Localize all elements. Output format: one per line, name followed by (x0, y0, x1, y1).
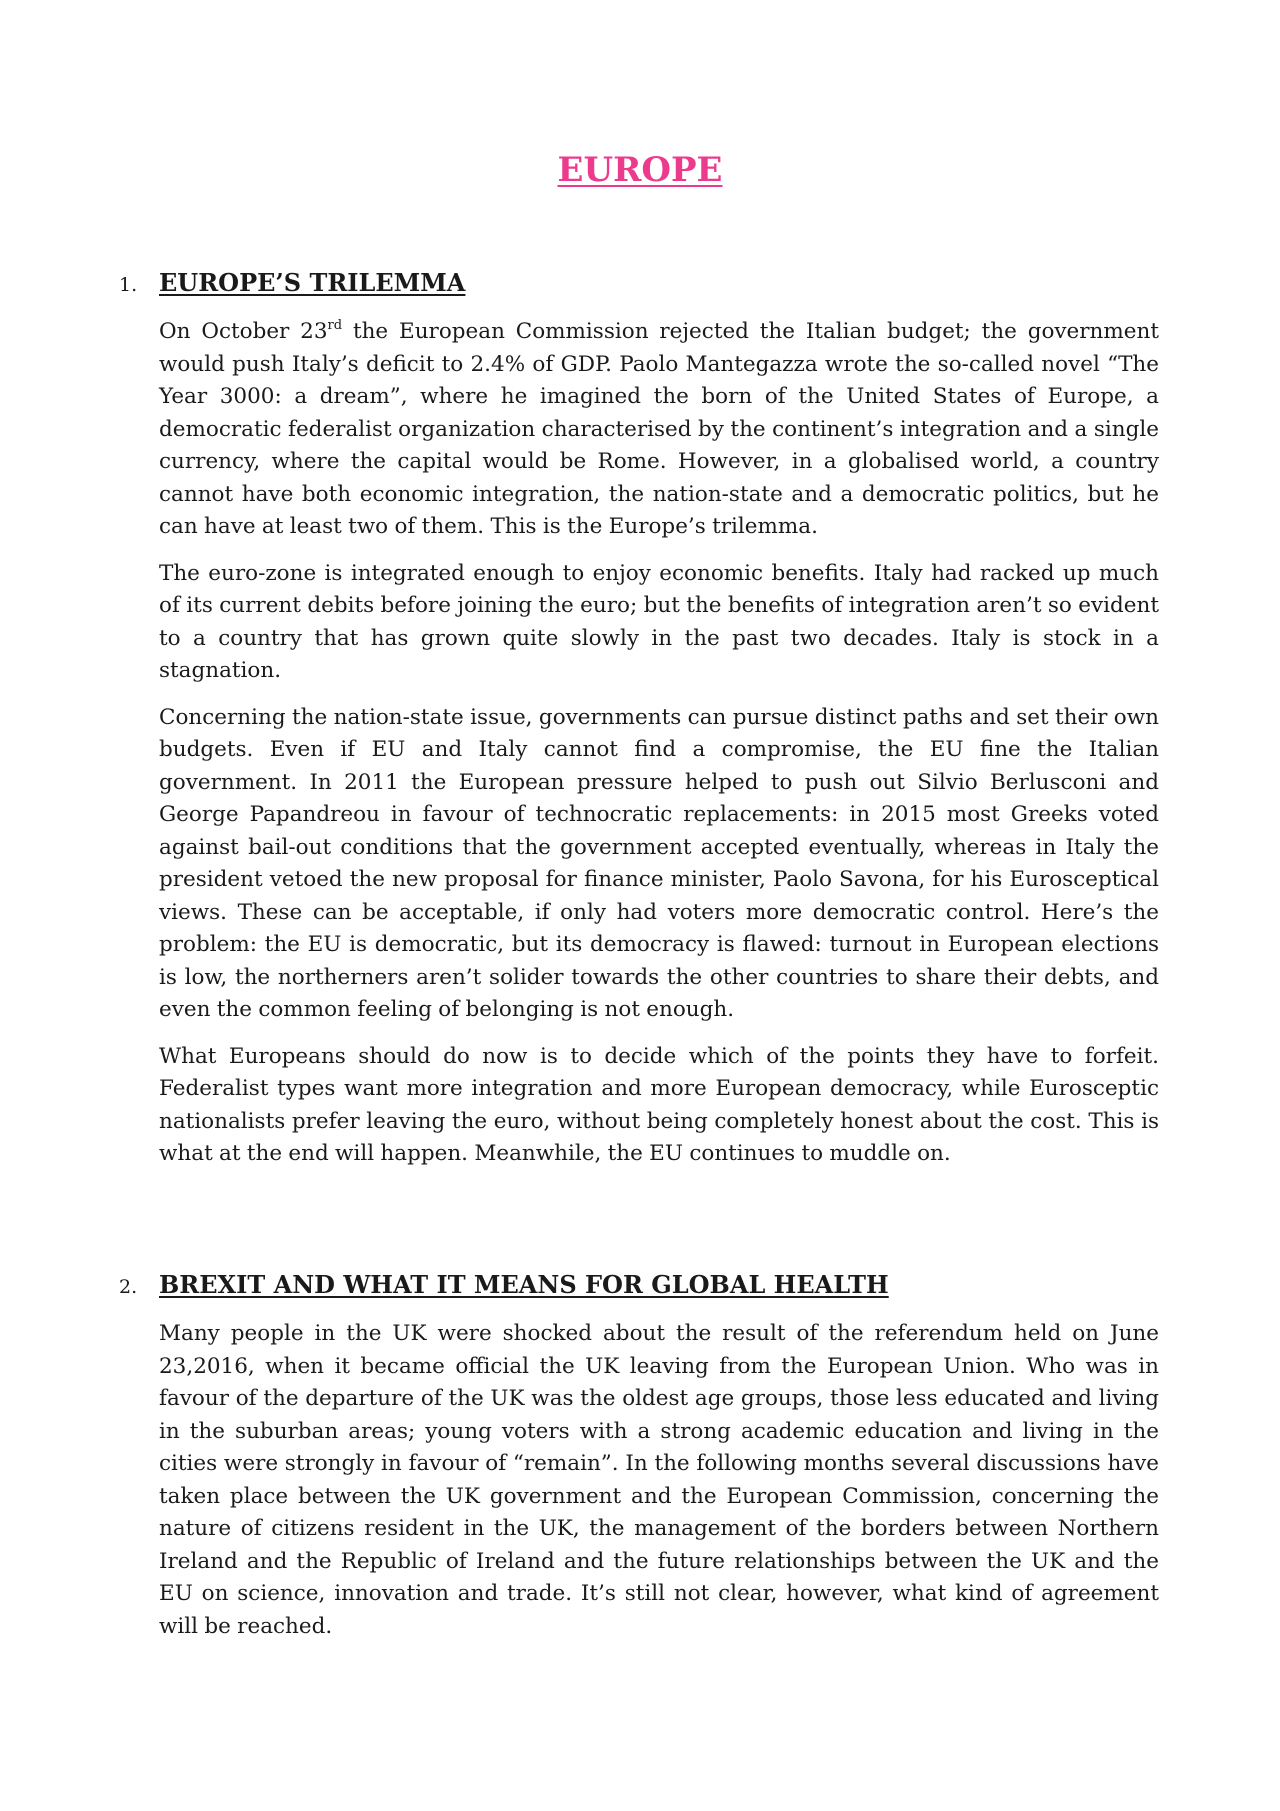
paragraph: The euro-zone is integrated enough to enjoy economic benefits. Italy had racked up much of its current debits before joining the euro; but the benefits of integration aren’t so evident to a country that has grown quite slowly in the past two decades. Italy is stock in a stagnation. (159, 560, 1159, 683)
paragraph: Many people in the UK were shocked about the result of the referendum held on June 23,2016, when it became official the UK leaving from the European Union. Who was in favour of the departure of the UK was the oldest age groups, those less educated and living in the suburban areas; young voters with a strong academic education and living in the cities were strongly in favour of “remain”. In the following months several discussions have taken place between the UK government and the European Commission, concerning the nature of citizens resident in the UK, the management of the borders between Northern Ireland and the Republic of Ireland and the future relationships between the UK and the EU on science, innovation and trade. It’s still not clear, however, what kind of agreement will be reached. (159, 1321, 1159, 1639)
section-brexit-global-health (0, 1270, 1280, 1657)
paragraph: Concerning the nation-state issue, governments can pursue distinct paths and set their own budgets. Even if EU and Italy cannot find a compromise, the EU fine the Italian government. In 2011 the European pressure helped to push out Silvio Berlusconi and George Papandreou in favour of technocratic replacements: in 2015 most Greeks voted against bail-out conditions that the government accepted eventually, whereas in Italy the president vetoed the new proposal for finance minister, Paolo Savona, for his Eurosceptical views. These can be acceptable, if only had voters more democratic control. Here’s the problem: the EU is democratic, but its democracy is flawed: turnout in European elections is low, the northerners aren’t solider towards the other countries to share their debts, and even the common feeling of belonging is not enough. (159, 704, 1159, 1022)
section-europes-trilemma (0, 268, 1280, 1185)
section-title: BREXIT AND WHAT IT MEANS FOR GLOBAL HEALTH (159, 1270, 889, 1299)
section-body (0, 1318, 1280, 1643)
section-heading (0, 268, 1280, 302)
paragraph: What Europeans should do now is to decide which of the points they have to forfeit. Federalist types want more integration and more European democracy, while Eurosceptic nationalists prefer leaving the euro, without being completely honest about the cost. This is what at the end will happen. Meanwhile, the EU continues to muddle on. (159, 1043, 1159, 1166)
paragraph (159, 316, 1159, 544)
section-number: 2. (119, 1276, 138, 1298)
section-title: EUROPE’S TRILEMMA (159, 268, 466, 297)
document-title: EUROPE (557, 150, 723, 190)
ordinal-suffix: rd (327, 318, 343, 333)
paragraph-text: On October 23 (159, 319, 328, 344)
section-number: 1. (119, 274, 138, 296)
section-heading (0, 1270, 1280, 1304)
paragraph-text: the European Commission rejected the Italian budget; the government would push Italy’s deficit to 2.4% of GDP. Paolo Mantegazza wrote the so-called novel “The Year 3000: a dream”, where he imagined the born of the United States of Europe, a democratic federalist organization characterised by the continent’s integration and a single currency, where the capital would be Rome. However, in a globalised world, a country cannot have both economic integration, the nation-state and a democratic politics, but he can have at least two of them. This is the Europe’s trilemma. (159, 319, 1159, 539)
section-body (0, 316, 1280, 1171)
